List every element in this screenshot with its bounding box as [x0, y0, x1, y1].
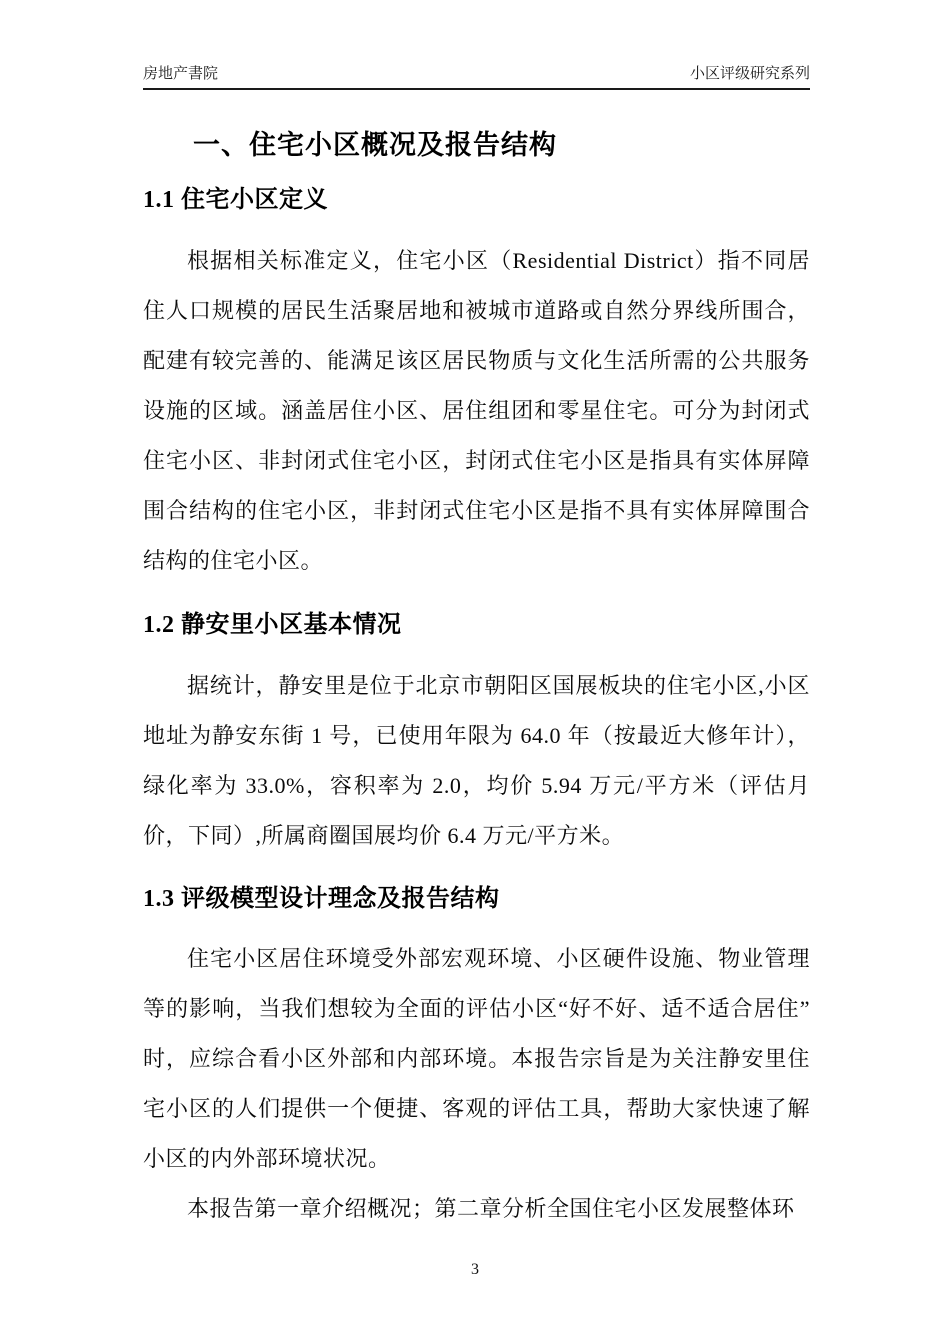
section-1-2-paragraph: 据统计，静安里是位于北京市朝阳区国展板块的住宅小区,小区地址为静安东街 1 号，已使用年限为 64.0 年（按最近大修年计），绿化率为 33.0%，容积率为 2.0，均价 5.94 万元/平方米（评估月价，下同）,所属商圈国展均价 6.4 万元/平方米。	[143, 673, 810, 848]
section-heading-1-1: 1.1 住宅小区定义	[143, 187, 328, 213]
page-content	[143, 90, 810, 1234]
section-1-3-paragraph-2: 本报告第一章介绍概况；第二章分析全国住宅小区发展整体环	[187, 1196, 795, 1221]
page-number: 3	[471, 1261, 479, 1278]
page-header	[143, 64, 810, 90]
header-left-text: 房地产書院	[143, 65, 219, 82]
chapter-title: 一、住宅小区概况及报告结构	[193, 130, 557, 160]
section-heading-1-2: 1.2 静安里小区基本情况	[143, 612, 402, 638]
section-1-3-paragraph-1: 住宅小区居住环境受外部宏观环境、小区硬件设施、物业管理等的影响，当我们想较为全面的评估小区“好不好、适不适合居住”时，应综合看小区外部和内部环境。本报告宗旨是为关注静安里住宅小区的人们提供一个便捷、客观的评估工具，帮助大家快速了解小区的内外部环境状况。	[143, 946, 810, 1171]
section-1-1	[143, 185, 810, 586]
section-1-3	[143, 884, 810, 1234]
header-right-text: 小区评级研究系列	[689, 65, 810, 82]
section-1-1-paragraph: 根据相关标准定义，住宅小区（Residential District）指不同居住人口规模的居民生活聚居地和被城市道路或自然分界线所围合，配建有较完善的、能满足该区居民物质与文化生活所需的公共服务设施的区域。涵盖居住小区、居住组团和零星住宅。可分为封闭式住宅小区、非封闭式住宅小区，封闭式住宅小区是指具有实体屏障围合结构的住宅小区，非封闭式住宅小区是指不具有实体屏障围合结构的住宅小区。	[143, 248, 810, 573]
section-1-2	[143, 610, 810, 861]
section-heading-1-3: 1.3 评级模型设计理念及报告结构	[143, 886, 500, 912]
